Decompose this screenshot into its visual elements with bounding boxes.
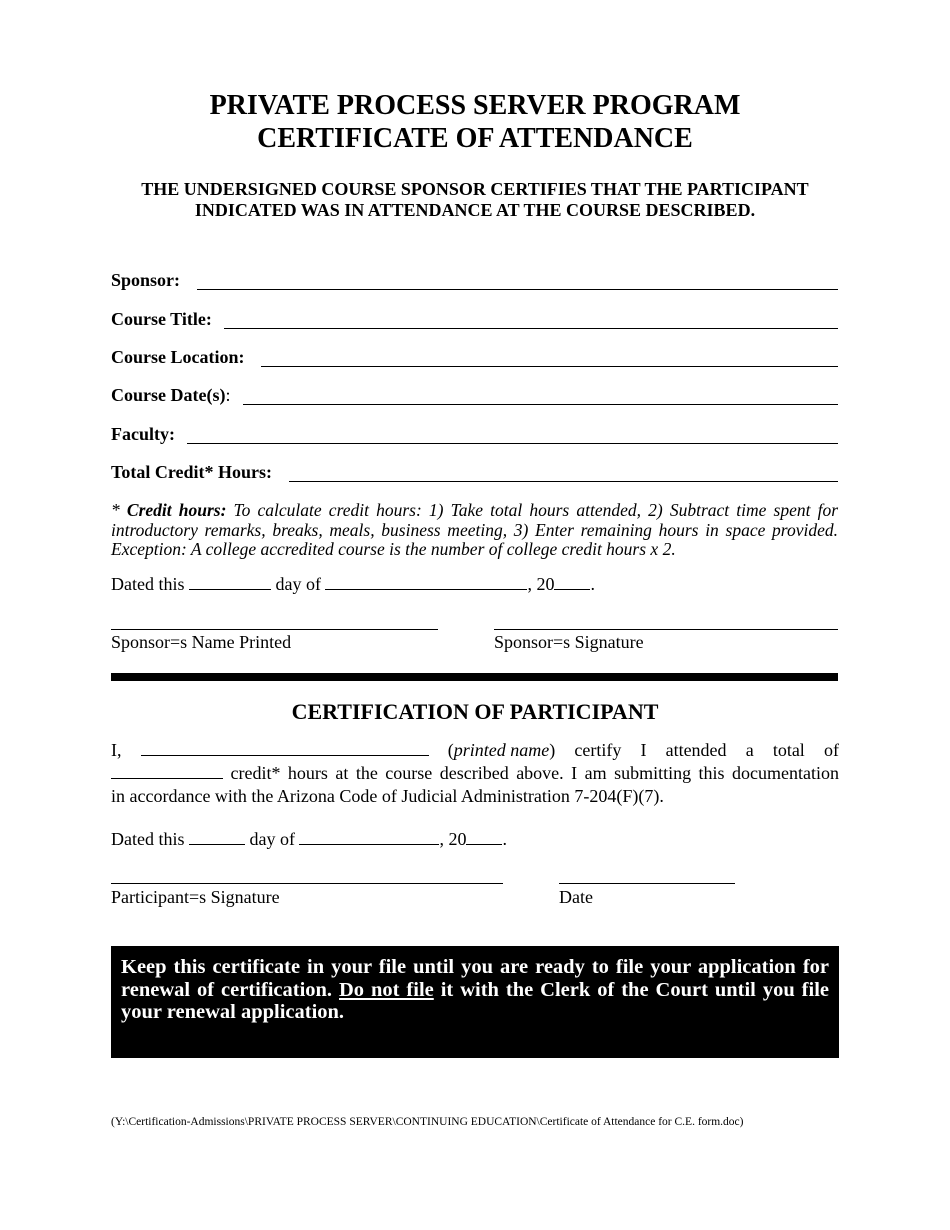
total-credit-hours-field[interactable] [289, 466, 838, 482]
sponsor-year-field[interactable] [554, 575, 590, 590]
participant-day-field[interactable] [189, 830, 245, 845]
course-location-field[interactable] [261, 351, 838, 367]
participant-dated-line: Dated this day of , 20 . [111, 829, 507, 849]
course-title-label: Course Title: [111, 309, 212, 329]
subtitle-line-1: THE UNDERSIGNED COURSE SPONSOR CERTIFIES THAT THE PARTICIPANT [141, 179, 809, 199]
course-dates-label: Course Date(s): [111, 385, 231, 405]
section-divider [111, 673, 838, 681]
course-dates-field[interactable] [243, 389, 838, 405]
sponsor-day-field[interactable] [189, 575, 271, 590]
total-credit-hours-label: Total Credit* Hours: [111, 462, 273, 482]
participant-statement: I, (printed name) certify I attended a total of credit* hours at the course described above. I am submitting this documentation in accordance with the Arizona Code of Judicial Administration 7-204(F)(7). [111, 740, 839, 806]
sponsor-month-field[interactable] [325, 575, 527, 590]
course-location-label: Course Location: [111, 347, 245, 367]
participant-date-label: Date [559, 887, 593, 907]
sponsor-name-printed-label: Sponsor=s Name Printed [111, 632, 292, 652]
sponsor-label: Sponsor: [111, 270, 181, 290]
participant-signature-line[interactable] [111, 868, 503, 884]
file-path-footer: (Y:\Certification-Admissions\PRIVATE PROCESS SERVER\CONTINUING EDUCATION\Certificate of Attendance for C.E. form.doc) [111, 1116, 744, 1128]
faculty-field[interactable] [187, 428, 838, 444]
participant-signature-label: Participant=s Signature [111, 887, 280, 907]
participant-date-line[interactable] [559, 868, 735, 884]
sponsor-signature-line[interactable] [494, 614, 838, 630]
renewal-notice: Keep this certificate in your file until you are ready to file your application for renewal of certification. Do not file it with the Clerk of the Court until you file your renewal application. [111, 946, 839, 1058]
title-line-2: CERTIFICATE OF ATTENDANCE [257, 123, 693, 154]
participant-month-field[interactable] [299, 830, 439, 845]
sponsor-name-printed-line[interactable] [111, 614, 438, 630]
participant-heading: CERTIFICATION OF PARTICIPANT [291, 699, 659, 724]
sponsor-field[interactable] [197, 274, 838, 290]
participant-year-field[interactable] [466, 830, 502, 845]
course-title-field[interactable] [224, 313, 838, 329]
sponsor-signature-label: Sponsor=s Signature [494, 632, 644, 652]
faculty-label: Faculty: [111, 424, 175, 444]
participant-printed-name-field[interactable] [141, 741, 429, 756]
sponsor-dated-line: Dated this day of , 20 . [111, 574, 595, 594]
subtitle-line-2: INDICATED WAS IN ATTENDANCE AT THE COURSE DESCRIBED. [194, 200, 756, 220]
credit-hours-note: * Credit hours: To calculate credit hours: 1) Take total hours attended, 2) Subtract time spent for introductory remarks, breaks, meals, business meeting, 3) Enter remaining hours in space provided. Exception: A college accredited course is the number of college credit hours x 2. [111, 500, 839, 559]
participant-credit-hours-field[interactable] [111, 764, 223, 779]
title-line-1: PRIVATE PROCESS SERVER PROGRAM [209, 90, 741, 121]
